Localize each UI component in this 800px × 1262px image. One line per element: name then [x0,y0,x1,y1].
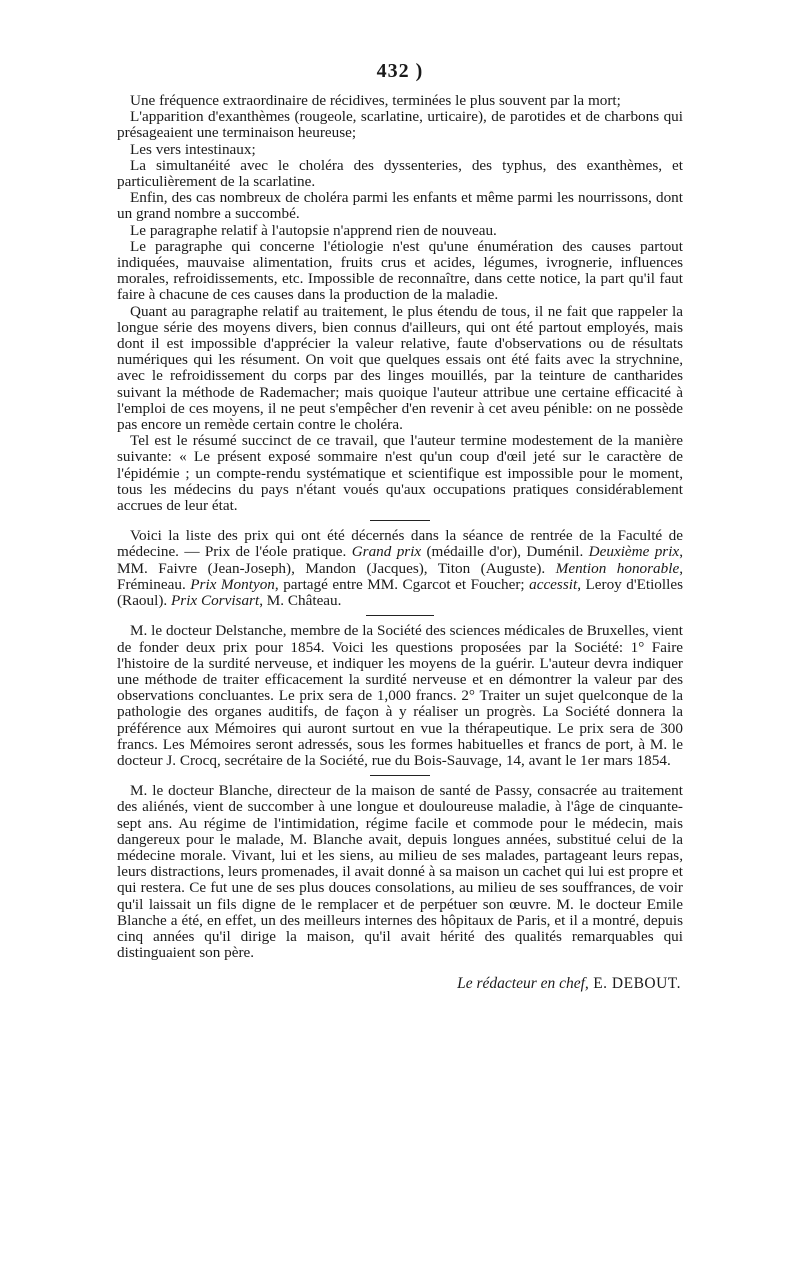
grand-prix-text: (médaille d'or), Duménil. [421,543,589,561]
grand-prix-label: Grand prix [351,543,422,561]
deuxieme-prix-label: Deuxième prix [588,543,680,561]
paragraph: Les vers intestinaux; [130,140,256,158]
accessit-text: , Leroy d'Etiolles (Raoul). [117,575,683,610]
page-number: 432 ) [376,60,424,82]
paragraph: Tel est le résumé succinct de ce travail, que l'auteur termine modestement de la manière suivante: « Le présent exposé sommaire n'est qu'un coup d'œil jeté sur le caractère de l'épidémie ; un compte-rendu systématique et scientifique est impossible pour le moment, tous les médecins du pays n'étant voués qu'aux occupations pratiques considérablement accrues de leur état. [117,432,683,515]
corvisart-text: , M. Château. [259,592,342,610]
epidemic-summary-section [117,93,683,514]
mention-label: Mention honorable [555,559,680,577]
montyon-label: Prix Montyon [190,575,275,593]
montyon-text: , partagé entre MM. Cgarcot et Foucher; [274,575,530,593]
paragraph: Quant au paragraphe relatif au traitement, le plus étendu de tous, il ne fait que rappeler la longue série des moyens divers, bien connus d'ailleurs, qui ont été partout employés, mais dont il est impossible d'apprécier la valeur relative, faute d'observations ou de résultats numériques qui les résument. On voit que quelques essais ont été faits avec la strychnine, avec le refroidissement du corps par des linges mouillés, par la teinture de cantharides suivant la méthode de Rademacher; mais quoique l'auteur attribue une certaine efficacité à l'emploi de ces moyens, il ne peut s'empêcher d'en revenir à cet aveu pénible: on ne possède pas encore un remède certain contre le choléra. [117,302,683,434]
section-divider [370,520,430,522]
paragraph: L'apparition d'exanthèmes (rougeole, scarlatine, urticaire), de parotides et de charbons qui présageaient une terminaison heureuse; [117,108,683,142]
journal-page [117,60,683,993]
signature-name: E. DEBOUT. [588,975,681,993]
prix-paragraph [117,528,683,609]
prix-intro: Voici la liste des prix qui ont été décernés dans la séance de rentrée de la Faculté de médecine. — Prix de l'éole pratique. [117,527,683,561]
corvisart-label: Prix Corvisart [171,592,260,610]
signature-label: Le rédacteur en chef, [457,975,589,993]
mention-text: , Frémineau. [117,559,683,593]
signature [117,975,683,993]
delstanche-paragraph: M. le docteur Delstanche, membre de la Société des sciences médicales de Bruxelles, vient de fonder deux prix pour 1854. Voici les questions proposées par la Société: 1° Faire l'histoire de la surdité nerveuse, et indiquer les moyens de la guérir. L'auteur devra indiquer une méthode de traiter efficacement la surdité nerveuse et en démontrer la valeur par des observations concluantes. Le prix sera de 1,000 francs. 2° Traiter un sujet quelconque de la pathologie des organes auditifs, de façon à y réaliser un progrès. La Société donnera la préférence aux Mémoires qui auront surtout en vue la thérapeutique. Le prix sera de 300 francs. Les Mémoires seront adressés, sous les formes habituelles et francs de port, à M. le docteur J. Crocq, secrétaire de la Société, rue du Bois-Sauvage, 14, avant le 1er mars 1854. [117,622,683,769]
blanche-paragraph: M. le docteur Blanche, directeur de la maison de santé de Passy, consacrée au traitement des aliénés, vient de succomber à une longue et douloureuse maladie, à l'âge de cinquante-sept ans. Au régime de l'intimidation, régime facile et commode pour le médecin, mais dangereux pour le malade, M. Blanche avait, depuis longues années, substitué celui de la médecine morale. Vivant, lui et les siens, au milieu de ses malades, partageant leurs repas, leurs distractions, leurs promenades, il avait donné à sa maison un cachet qui lui est propre et qui restera. Ce fut une de ses plus douces consolations, au milieu de ses souffrances, de voir qu'il laissait un fils digne de le remplacer et de perpétuer son œuvre. M. le docteur Emile Blanche a été, en effet, un des meilleurs internes des hôpitaux de Paris, et il a montré, depuis cinq années qu'il dirige la maison, qu'il avait hérité des qualités remarquables qui distinguaient son père. [117,782,683,962]
accessit-label: accessit [529,575,578,593]
paragraph: Enfin, des cas nombreux de choléra parmi les enfants et même parmi les nourrissons, dont un grand nombre a succombé. [117,189,683,223]
paragraph: Le paragraphe qui concerne l'étiologie n'est qu'une énumération des causes partout indiquées, mauvaise alimentation, fruits crus et acides, légumes, ivrognerie, influences morales, refroidissements, etc. Impossible de reconnaître, dans cette notice, la part qu'il faut faire à chacune de ces causes dans la production de la maladie. [117,237,683,304]
section-divider [370,775,430,777]
paragraph: Une fréquence extraordinaire de récidives, terminées le plus souvent par la mort; [130,92,621,109]
section-divider [366,615,434,617]
deuxieme-prix-text: , MM. Faivre (Jean-Joseph), Mandon (Jacques), Titon (Auguste). [117,543,683,577]
paragraph: Le paragraphe relatif à l'autopsie n'apprend rien de nouveau. [130,221,497,239]
paragraph: La simultanéité avec le choléra des dyssenteries, des typhus, des exanthèmes, et particulièrement de la scarlatine. [117,156,683,191]
